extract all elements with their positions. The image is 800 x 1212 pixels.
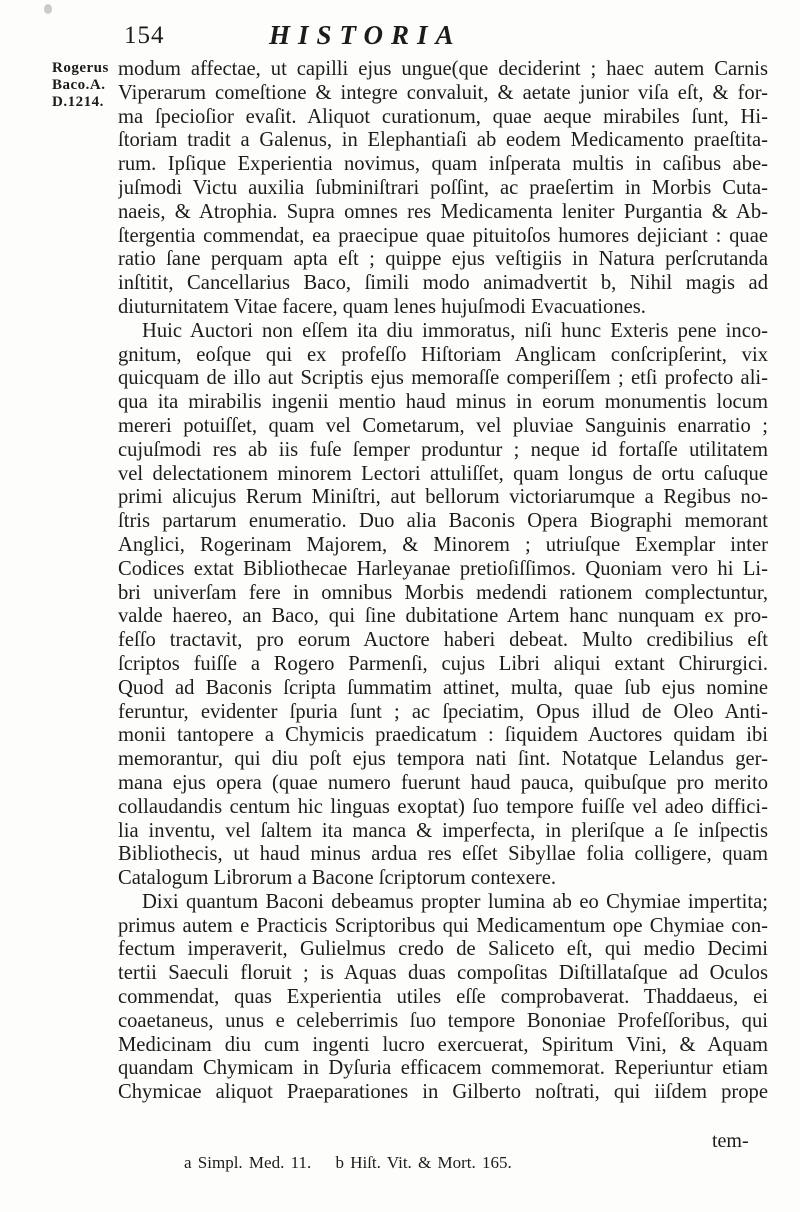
footnote: a Simpl. Med. 11.	[184, 1153, 312, 1172]
text-line: Viperarum comeſtione & integre convaluit, & aetate junior viſa eſt, & for-	[118, 81, 768, 104]
ink-smudge	[44, 4, 52, 14]
text-line: juſmodi Victu auxilia ſubminiſtrari poſſint, ac praeſertim in Morbis Cuta-	[118, 176, 768, 199]
text-line: modum affectae, ut capilli ejus ungue(que deciderint ; haec autem Carnis	[118, 58, 768, 80]
text-line: primus autem e Practicis Scriptoribus qui Medicamentum ope Chymiae con-	[118, 914, 768, 937]
running-title: HISTORIA	[269, 20, 462, 50]
text-line: naeis, & Atrophia. Supra omnes res Medicamenta leniter Purgantia & Ab-	[118, 200, 768, 223]
text-line: fectum imperaverit, Gulielmus credo de Saliceto eſt, qui medio Decimi	[118, 938, 768, 961]
text-line: Codices extat Bibliothecae Harleyanae pretioſiſſimos. Quoniam vero hi Li-	[118, 557, 768, 580]
text-line: vel delectationem minorem Lectori attuliſſet, quam longus de ortu caſuque	[118, 462, 768, 485]
text-line: mereri potuiſſet, quam vel Cometarum, vel pluviae Sanguinis enarratio ;	[118, 414, 768, 437]
text-line: ratio ſane perquam apta eſt ; quippe ejus veſtigiis in Natura perſcrutanda	[118, 248, 768, 271]
text-line: commendat, quas Experientia utiles eſſe comprobaverat. Thaddaeus, ei	[118, 986, 768, 1009]
text-line: Bibliothecis, ut haud minus ardua res eſſet Sibyllae folia colligere, quam	[118, 843, 768, 866]
text-line: qua ita mirabilis ingenii mentio haud minus in eorum monumentis locum	[118, 391, 768, 414]
text-line: mana ejus opera (quae numero fuerunt haud pauca, quibuſque pro merito	[118, 771, 768, 794]
text-line: diuturnitatem Vitae facere, quam lenes hujuſmodi Evacuationes.	[118, 295, 646, 318]
text-line: quicquam de illo aut Scriptis ejus memoraſſe comperiſſem ; etſi profecto ali-	[118, 367, 768, 390]
margin-note	[52, 60, 116, 111]
text-line: Dixi quantum Baconi debeamus propter lumina ab eo Chymiae impertita;	[142, 890, 768, 913]
text-line: ma ſpecioſior evaſit. Aliquot curationum, quae aeque mirabiles ſunt, Hi-	[118, 105, 768, 128]
footnotes	[184, 1153, 530, 1173]
margin-note-line: Baco.A.	[52, 77, 106, 93]
text-line: gnitum, eoſque qui ex profeſſo Hiſtoriam Anglicam conſcripſerint, vix	[118, 343, 768, 366]
text-line: bri univerſam fere in omnibus Morbis medendi rationem complectuntur,	[118, 581, 768, 604]
body-text	[118, 58, 768, 1105]
text-line: cujuſmodi res ab iis fuſe ſemper produntur ; neque id fortaſſe utilitatem	[118, 438, 768, 461]
text-line: ſcriptos fuiſſe a Rogero Parmenſi, cujus Libri aliqui extant Chirurgici.	[118, 652, 768, 675]
text-line: rum. Ipſique Experientia novimus, quam inſperata multis in caſibus abe-	[118, 153, 768, 176]
text-line: Anglici, Rogerinam Majorem, & Minorem ; utriuſque Exemplar inter	[118, 533, 768, 556]
text-line: quandam Chymicam in Dyſuria efficacem commemorat. Reperiuntur etiam	[118, 1057, 768, 1080]
text-line: inſtitit, Cancellarius Baco, ſimili modo animadvertit b, Nihil magis ad	[118, 272, 768, 295]
text-line: feruntur, evidenter ſpuria ſunt ; ac ſpeciatim, Opus illud de Oleo Anti-	[118, 700, 768, 723]
text-line: primi alicujus Rerum Miniſtri, aut bellorum victoriarumque a Regibus no-	[118, 486, 768, 509]
text-line: tertii Saeculi floruit ; is Aquas duas compoſitas Diſtillataſque ad Oculos	[118, 962, 768, 985]
text-line: feſſo tractavit, pro eorum Auctore haberi debeat. Multo credibilius eſt	[118, 629, 768, 652]
page-header	[124, 20, 684, 54]
text-line: ſtoriam tradit a Galenus, in Elephantiaſi ab eodem Medicamento praeſtita-	[118, 129, 768, 152]
text-line: collaudandis centum hic linguas exoptat) ſuo tempore fuiſſe vel adeo diffici-	[118, 795, 768, 818]
text-line: lia inventu, vel ſaltem ita manca & imperfecta, in pleriſque a ſe inſpectis	[118, 819, 768, 842]
text-line: Chymicae aliquot Praeparationes in Gilberto noſtrati, qui iiſdem prope	[118, 1081, 768, 1104]
text-line: ſtris partarum enumeratio. Duo alia Baconis Opera Biographi memorant	[118, 510, 768, 533]
text-line: Catalogum Librorum a Bacone ſcriptorum contexere.	[118, 867, 557, 890]
text-line: Medicinam diu cum ingenti lucro exercuerat, Spiritum Vini, & Aquam	[118, 1033, 768, 1056]
margin-note-line: D.1214.	[52, 94, 104, 110]
margin-note-line: Rogerus	[52, 60, 109, 76]
footnote: b Hiſt. Vit. & Mort. 165.	[335, 1153, 512, 1172]
text-line: memorantur, qui diu poſt ejus tempora nati ſint. Notatque Lelandus ger-	[118, 748, 768, 771]
text-line: ſtergentia commendat, ea praecipue quae pituitoſos humores dejiciant : quae	[118, 224, 768, 247]
text-line: valde haereo, an Baco, qui ſine dubitatione Artem hanc nunquam ex pro-	[118, 605, 768, 628]
page-number: 154	[124, 22, 165, 49]
text-line: coaetaneus, unus e celeberrimis ſuo tempore Bononiae Profeſſoribus, qui	[118, 1009, 768, 1032]
text-line: Huic Auctori non eſſem ita diu immoratus, niſi hunc Exteris pene inco-	[142, 319, 768, 342]
text-line: monii tantopere a Chymicis praedicatum : ſiquidem Auctores quidam ibi	[118, 724, 768, 747]
text-line: Quod ad Baconis ſcripta ſummatim attinet, multa, quae ſub ejus nomine	[118, 676, 768, 699]
catchword: tem-	[712, 1130, 749, 1152]
